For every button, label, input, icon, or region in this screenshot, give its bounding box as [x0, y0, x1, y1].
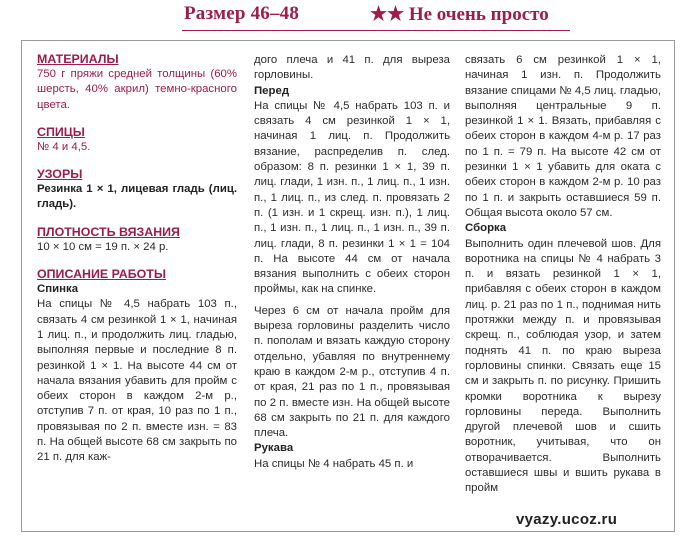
density-text: 10 × 10 см = 19 п. × 24 р.: [37, 240, 169, 253]
column-right: [465, 53, 661, 497]
front-text: На спицы № 4,5 набрать 103 п. и связать 4 см резинкой 1 × 1, начиная 1 лиц. п. Продолжить вязание, распределив п. след. образом: 8 п. резинки 1 × 1, 39 п. лиц. глади, 1 изн. п., 1 лиц. п., 1 изн. п., 1 лиц. п., из след. п. провязать 2 п. (1 изн. и 1 скрещ. изн. п.), 1 лиц. п., 1 изн. п., 1 лиц. п., 1 изн. п., 39 п. лиц. глади, 8 п. резинки 1 × 1 = 104 п. На высоте 44 см от начала вязания выполнить с обеих сторон проймы, как на спинке.: [254, 99, 450, 296]
sleeve-text: На спицы № 4 набрать 45 п. и: [254, 457, 414, 470]
sleeve-title: Рукава: [254, 442, 294, 455]
materials-text: 750 г пряжи средней толщины (60% шерсть, 40% акрил) темно-красного цвета.: [37, 68, 237, 111]
assembly-title: Сборка: [465, 222, 507, 235]
density-title: ПЛОТНОСТЬ ВЯЗАНИЯ: [37, 224, 180, 239]
work-title: ОПИСАНИЕ РАБОТЫ: [37, 267, 166, 282]
back-text: На спицы № 4,5 набрать 103 п., связать 4 см резинкой 1 × 1, начиная 1 лиц. п., и продолжить лиц. гладью, выполняя первые и последние 8 п. резинкой 1 × 1. На высоте 44 см от начала вязания убавить для пройм с обеих сторон в каждом 2-м р., отступив 7 п. от края, 10 раз по 1 п., провязывая по 2 п. вместе изн. = 83 п. На общей высоте 68 см закрыть по 21 п. для каж-: [37, 298, 237, 464]
needles-text: № 4 и 4,5.: [37, 140, 91, 153]
column-middle: [254, 53, 450, 472]
needles-title: СПИЦЫ: [37, 124, 85, 139]
assembly-text: Выполнить один плечевой шов. Для воротника на спицы № 4 набрать 3 п. и вязать резинкой 1 × 1, прибавляя с обеих сторон в каждом лиц. р. 21 раз по 1 п., поднимая нить протяжки между п. и провязывая скрещ. п., соблюдая узор, и затем поднять 41 п. по краю выреза горловины спинки. Связать еще 15 см и закрыть п. по рисунку. Пришить кромки воротника к вырезу горловины переда. Выполнить другой плечевой шов и сшить воротник, учитывая, что он отворачивается. Выполнить оставшиеся швы и вшить рукава в пройм: [465, 237, 661, 495]
header-underline: [182, 30, 570, 31]
patterns-text: Резинка 1 × 1, лицевая гладь (лиц. гладь).: [37, 183, 237, 211]
front-text-2: Через 6 см от начала пройм для выреза горловины разделить число п. пополам и вязать каждую сторону отдельно, убавляя по внутреннему краю в каждом 2-м р., отступив 4 п. от края, 21 раз по 1 п., провязывая по 2 п. вместе изн. На общей высоте 68 см закрыть по 21 п. для каждого плеча.: [254, 304, 450, 440]
materials-title: МАТЕРИАЛЫ: [37, 52, 119, 66]
column-left: [37, 52, 237, 466]
difficulty-label: ★★ Не очень просто: [370, 4, 549, 25]
front-cont-text: дого плеча и 41 п. для выреза горловины.: [254, 54, 450, 82]
back-title: Спинка: [37, 283, 79, 296]
site-watermark: vyazy.ucoz.ru: [516, 511, 618, 528]
patterns-title: УЗОРЫ: [37, 167, 83, 182]
page-header: [0, 0, 700, 30]
size-label: Размер 46–48: [184, 3, 300, 24]
sleeve-cont-text: связать 6 см резинкой 1 × 1, начиная 1 изн. п. Продолжить вязание спицами № 4,5 лиц. гладью, выполняя центральные 9 п. резинкой 1 × 1. Вязать, прибавляя с обеих сторон в каждом 4-м р. 17 раз по 1 п. = 79 п. На высоте 42 см от резинки 1 × 1 убавить для оката с обеих сторон в каждом 2-м р. 10 раз по 1 п. и закрыть оставшиеся 59 п. Общая высота около 57 см.: [465, 54, 661, 219]
front-title: Перед: [254, 84, 290, 97]
